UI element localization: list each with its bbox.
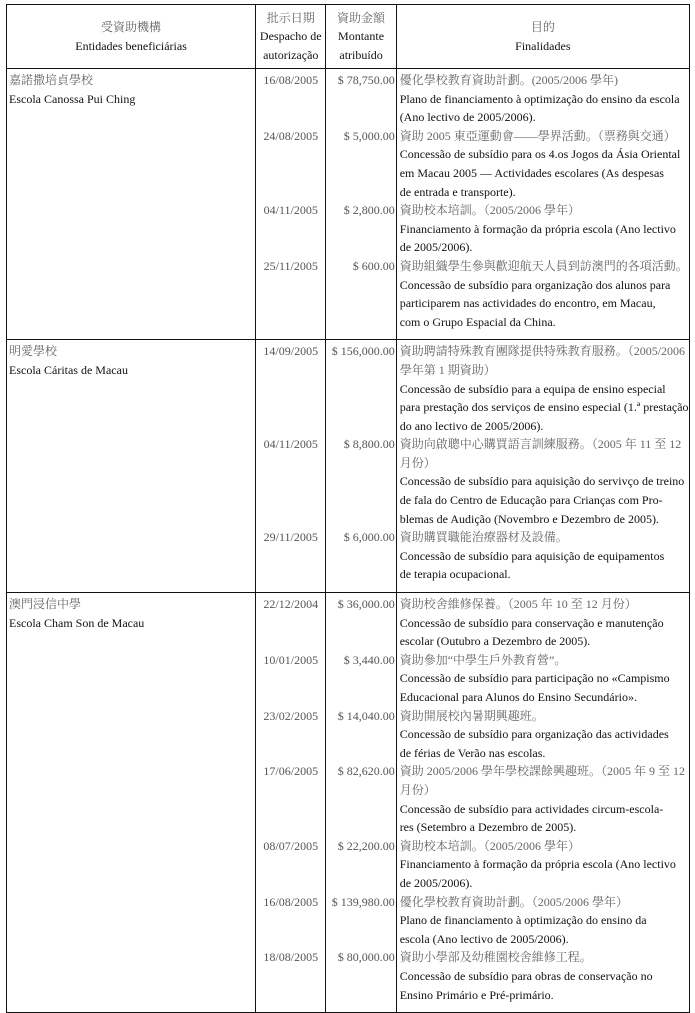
date-cell [256, 340, 326, 593]
purpose-pt-line: Ensino Primário e Pré-primário. [399, 987, 554, 1002]
purpose-cn-line: 資助校舍維修保養。（2005 年 10 至 12 月份） [399, 597, 637, 612]
entry-amount [326, 948, 395, 1004]
header-date-pt1: Despacho de [259, 29, 322, 44]
entry-purpose [400, 257, 689, 331]
purpose-pt-line: para prestação dos serviços de ensino especial (1.ª prestação [399, 400, 689, 415]
purpose-pt-line: Plano de financiamento à optimização do ensino da escola [399, 91, 680, 106]
date-value: 23/02/2005 [263, 708, 319, 723]
amount-cell [326, 340, 396, 593]
entry-amount [326, 342, 395, 435]
purpose-cell [396, 593, 689, 1013]
purpose-pt-line: Concessão de subsídio para conservação e manutenção [399, 615, 664, 630]
entry-amount [326, 893, 395, 949]
entity-name-pt: Escola Cham Son de Macau [9, 615, 145, 630]
purpose-pt-line: Concessão de subsídio para aquisição de equipamentos [399, 548, 665, 563]
purpose-cn-line: 資助聘請特殊教育團隊提供特殊教育服務。（2005/2006 [399, 344, 686, 359]
purpose-pt-line: participarem nas actividades do encontro, em Macau, [399, 296, 656, 311]
header-date-pt2: autorização [263, 47, 319, 62]
table-row [7, 340, 690, 593]
entity-name-cn: 明愛學校 [9, 344, 58, 359]
entry-amount [326, 257, 395, 331]
purpose-pt-line: Financiamento à formação da própria escola (Ano lectivo [399, 221, 676, 236]
purpose-pt-line: Concessão de subsídio para obras de conservação no [399, 968, 653, 983]
entry-amount [326, 837, 395, 893]
amount-value: $ 139,980.00 [331, 894, 395, 909]
purpose-cn-line: 資助校本培訓。（2005/2006 學年） [399, 203, 581, 218]
purpose-cn-line: 月份） [399, 455, 436, 470]
entry-date [256, 837, 325, 893]
entry-purpose [400, 595, 689, 651]
entity-name-cn: 澳門浸信中學 [9, 597, 82, 612]
purpose-pt-line: Concessão de subsídio para actividades circum-escola- [399, 801, 664, 816]
table-header-row [7, 5, 690, 69]
date-cell [256, 593, 326, 1013]
entry-amount [326, 595, 395, 651]
purpose-pt-line: Concessão de subsídio para organização dos alunos para [399, 277, 671, 292]
entry-purpose [400, 893, 689, 949]
entry-purpose [400, 342, 689, 435]
purpose-pt-line: em Macau 2005 — Actividades escolares (As despesas [399, 165, 664, 180]
purpose-cn-line: 資助參加“中學生戶外教育營”。 [399, 652, 567, 667]
purpose-pt-line: Concessão de subsídio para aquisição do servivço de treino [399, 474, 685, 489]
purpose-cn-line: 資助校本培訓。（2005/2006 學年） [399, 838, 581, 853]
subsidy-table [6, 4, 690, 1013]
purpose-cn-line: 資助 2005/2006 學年學校課餘興趣班。（2005 年 9 至 12 [399, 764, 686, 779]
header-amount-pt2: atribuído [339, 47, 383, 62]
header-purpose [396, 5, 689, 69]
amount-value: $ 22,200.00 [337, 838, 395, 853]
purpose-cn-line: 月份） [399, 782, 436, 797]
header-entity-pt: Entidades beneficiárias [75, 38, 187, 53]
purpose-cell [396, 69, 689, 340]
purpose-cn-line: 資助購買職能治療器材及設備。 [399, 530, 568, 545]
purpose-cn-line: 資助小學部及幼稚園校舍維修工程。 [399, 950, 592, 965]
purpose-cn-line: 資助開展校內暑期興趣班。 [399, 708, 544, 723]
purpose-pt-line: Educacional para Alunos do Ensino Secundário». [399, 690, 637, 704]
entry-date [256, 257, 325, 331]
entry-purpose [400, 201, 689, 257]
purpose-pt-line: com o Grupo Espacial da China. [399, 314, 556, 329]
entry-purpose [400, 71, 689, 127]
entry-purpose [400, 762, 689, 836]
entry-date [256, 127, 325, 201]
table-row [7, 69, 690, 340]
purpose-cn-line: 學年第 1 期資助） [399, 362, 496, 377]
purpose-pt-line: de terapia ocupacional. [399, 567, 511, 582]
date-value: 22/12/2004 [263, 597, 319, 612]
purpose-pt-line: Financiamento à formação da própria escola (Ano lectivo [399, 857, 676, 872]
entity-name-pt: Escola Cáritas de Macau [9, 362, 128, 377]
entity-name-cn: 嘉諾撒培貞學校 [9, 73, 94, 87]
entry-amount [326, 707, 395, 763]
date-value: 16/08/2005 [263, 73, 319, 87]
purpose-pt-line: de férias de Verão nas escolas. [399, 745, 546, 760]
purpose-pt-line: Concessão de subsídio para participação no «Campismo [399, 671, 670, 686]
purpose-pt-line: res (Setembro a Dezembro de 2005). [399, 820, 577, 835]
date-value: 04/11/2005 [263, 437, 318, 452]
date-value: 10/01/2005 [263, 652, 319, 667]
purpose-pt-line: escolar (Outubro a Dezembro de 2005). [399, 634, 591, 649]
date-value: 16/08/2005 [263, 894, 319, 909]
entry-purpose [400, 707, 689, 763]
amount-value: $ 80,000.00 [337, 950, 395, 965]
amount-cell [326, 593, 396, 1013]
amount-value: $ 2,800.00 [343, 203, 395, 218]
date-cell [256, 69, 326, 340]
date-value: 24/08/2005 [263, 128, 319, 143]
entry-purpose [400, 651, 689, 707]
date-value: 29/11/2005 [263, 530, 318, 545]
date-value: 14/09/2005 [263, 344, 319, 359]
entry-amount [326, 127, 395, 201]
purpose-cell [396, 340, 689, 593]
entry-date [256, 71, 325, 127]
purpose-pt-line: de entrada e transporte). [399, 184, 516, 199]
amount-value: $ 3,440.00 [343, 652, 395, 667]
entry-amount [326, 651, 395, 707]
purpose-pt-line: do ano lectivo de 2005/2006). [399, 418, 544, 433]
purpose-pt-line: Concessão de subsídio para os 4.os Jogos da Ásia Oriental [399, 147, 681, 162]
table-row [7, 593, 690, 1013]
date-value: 04/11/2005 [263, 203, 318, 218]
entity-cell [7, 69, 256, 340]
purpose-cn-line: 優化學校教育資助計劃。(2005/2006 學年) [399, 73, 619, 87]
date-value: 18/08/2005 [263, 950, 319, 965]
purpose-pt-line: Plano de financiamento à optimização do ensino da [399, 913, 647, 928]
purpose-pt-line: (Ano lectivo de 2005/2006). [399, 110, 536, 125]
purpose-cn-line: 資助組織學生參與歡迎航天人員到訪澳門的各項活動。 [399, 258, 688, 273]
entry-date [256, 201, 325, 257]
amount-value: $ 82,620.00 [337, 764, 395, 779]
entry-amount [326, 435, 395, 528]
entry-date [256, 893, 325, 949]
entry-purpose [400, 948, 689, 1004]
entry-amount [326, 762, 395, 836]
header-date [256, 5, 326, 69]
date-value: 08/07/2005 [263, 838, 319, 853]
header-purpose-cn: 目的 [530, 20, 555, 34]
header-amount [326, 5, 396, 69]
entry-date [256, 342, 325, 435]
entry-amount [326, 71, 395, 127]
purpose-pt-line: Concessão de subsídio para organização das actividades [399, 727, 669, 742]
entry-date [256, 948, 325, 1004]
purpose-pt-line: de 2005/2006). [399, 875, 473, 890]
header-entity [7, 5, 256, 69]
header-amount-cn: 資助金額 [337, 10, 386, 25]
purpose-cn-line: 資助向啟聰中心購買語言訓練服務。（2005 年 11 至 12 [399, 437, 682, 452]
amount-value: $ 8,800.00 [343, 437, 395, 452]
date-value: 17/06/2005 [263, 764, 319, 779]
entry-date [256, 762, 325, 836]
entity-name-pt: Escola Canossa Pui Ching [9, 91, 136, 106]
entry-amount [326, 528, 395, 584]
date-value: 25/11/2005 [263, 258, 318, 273]
purpose-pt-line: escola (Ano lectivo de 2005/2006). [399, 931, 569, 946]
entity-cell [7, 593, 256, 1013]
amount-value: $ 36,000.00 [337, 597, 395, 612]
entry-purpose [400, 127, 689, 201]
entry-date [256, 707, 325, 763]
amount-value: $ 156,000.00 [331, 344, 395, 359]
header-entity-cn: 受資助機構 [101, 20, 162, 34]
purpose-cn-line: 資助 2005 東亞運動會——學界活動。（票務與交通） [399, 128, 676, 143]
amount-value: $ 5,000.00 [343, 128, 395, 143]
amount-value: $ 600.00 [352, 258, 395, 273]
entry-amount [326, 201, 395, 257]
header-purpose-pt: Finalidades [515, 38, 571, 53]
amount-value: $ 14,040.00 [337, 708, 395, 723]
entry-purpose [400, 435, 689, 528]
entry-date [256, 528, 325, 584]
purpose-pt-line: blemas de Audição (Novembro e Dezembro de 2005). [399, 511, 659, 526]
purpose-pt-line: Concessão de subsídio para a equipa de ensino especial [399, 381, 666, 396]
entry-date [256, 435, 325, 528]
entry-purpose [400, 528, 689, 584]
entry-date [256, 595, 325, 651]
purpose-cn-line: 優化學校教育資助計劃。（2005/2006 學年） [399, 894, 629, 909]
purpose-pt-line: de 2005/2006). [399, 240, 473, 255]
entity-cell [7, 340, 256, 593]
header-date-cn: 批示日期 [266, 10, 315, 25]
header-amount-pt1: Montante [338, 29, 385, 44]
entry-purpose [400, 837, 689, 893]
purpose-pt-line: de fala do Centro de Educação para Crianças com Pro- [399, 493, 663, 508]
entry-date [256, 651, 325, 707]
amount-value: $ 78,750.00 [337, 73, 395, 87]
amount-value: $ 6,000.00 [343, 530, 395, 545]
amount-cell [326, 69, 396, 340]
